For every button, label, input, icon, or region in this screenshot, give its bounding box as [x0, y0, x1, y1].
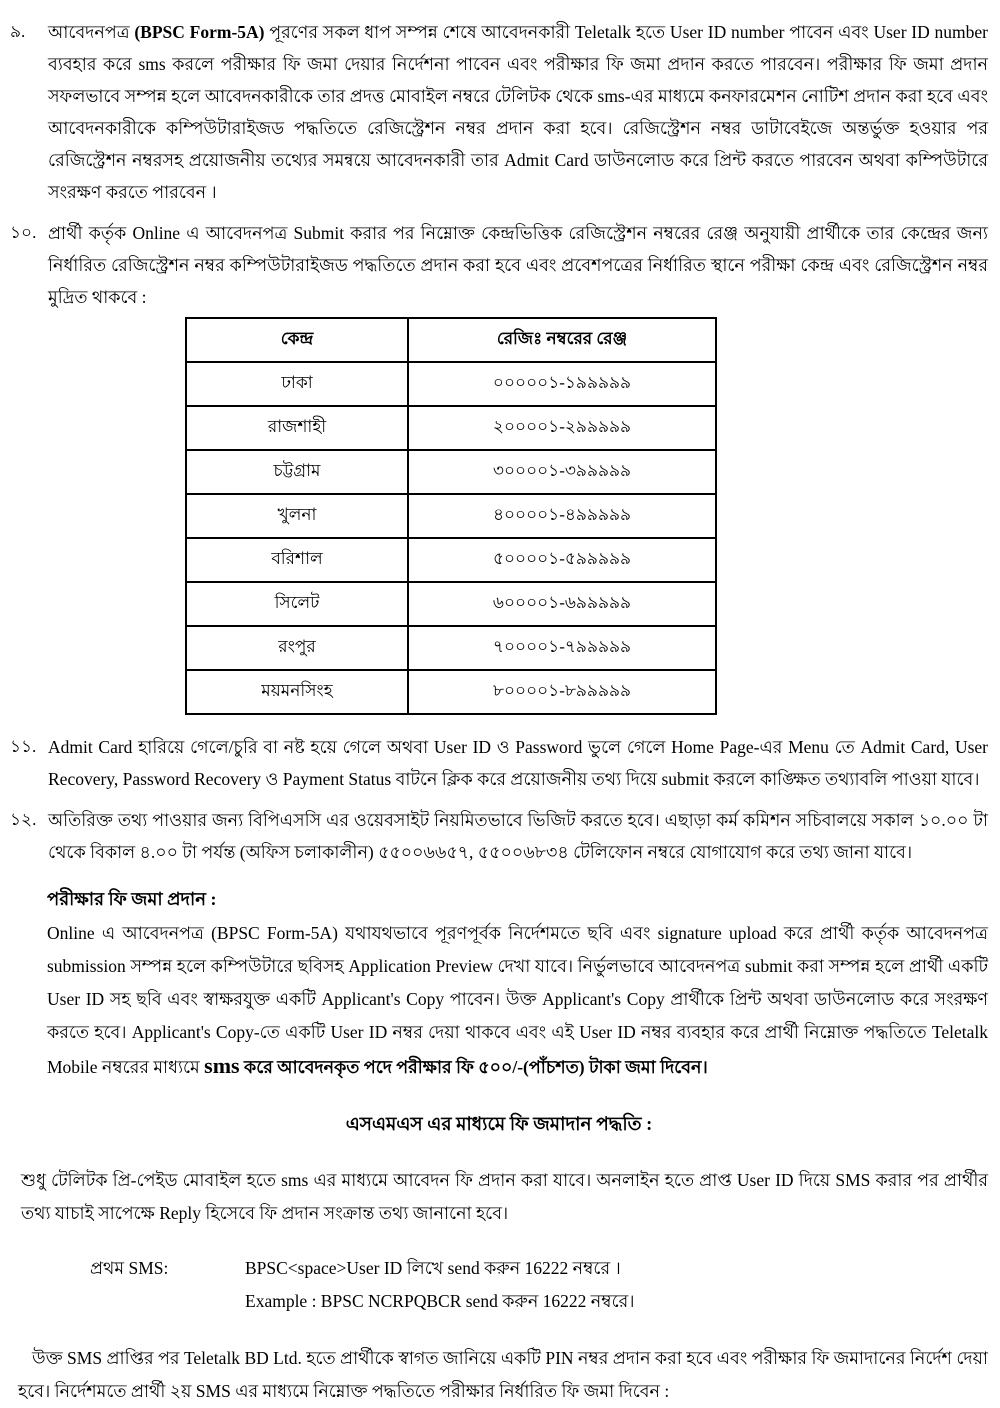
table-cell-center: রংপুর: [186, 626, 408, 670]
first-sms-label: প্রথম SMS:: [90, 1258, 169, 1278]
table-header-row: [186, 318, 716, 362]
table-cell-range: ৭০০০০১-৭৯৯৯৯৯: [408, 626, 716, 670]
item-text: Admit Card হারিয়ে গেলে/চুরি বা নষ্ট হয়ে গেলে অথবা User ID ও Password ভুলে গেলে Home Page-এর Menu তে Admit Card, User Recovery, Password Recovery ও Payment Status বাটনে ক্লিক করে প্রয়োজনীয় তথ্য দিয়ে submit করলে কাঙ্ক্ষিত তথ্যাবলি পাওয়া যাবে।: [48, 737, 988, 789]
item-9-bold-form-name: (BPSC Form-5A): [134, 22, 265, 42]
item-text: [48, 16, 988, 208]
table-cell-center: ঢাকা: [186, 362, 408, 406]
fee-section-heading: পরীক্ষার ফি জমা প্রদান :: [47, 889, 217, 909]
fee-body-text: Online এ আবেদনপত্র (BPSC Form-5A) যথাযথভাবে পূরণপূর্বক নির্দেশমতে ছবি এবং signature upload করে প্রার্থী কর্তৃক আবেদনপত্র submission সম্পন্ন হলে কম্পিউটারে ছবিসহ Application Preview দেখা যাবে। নির্ভুলভাবে আবেদনপত্র submit করা সম্পন্ন হলে প্রার্থী একটি User ID সহ ছবি এবং স্বাক্ষরযুক্ত একটি Applicant's Copy পাবেন। উক্ত Applicant's Copy প্রার্থীকে প্রিন্ট অথবা ডাউনলোড করে সংরক্ষণ করতে হবে। Applicant's Copy-তে একটি User ID নম্বর দেয়া থাকবে এবং এই User ID নম্বর ব্যবহার করে প্রার্থী নিম্নোক্ত পদ্ধতিতে Teletalk Mobile নম্বরের মাধ্যমে: [47, 923, 988, 1077]
first-sms-example-line: Example : BPSC NCRPQBCR send করুন 16222 নম্বরে।: [245, 1291, 635, 1311]
table-cell-range: ২০০০০১-২৯৯৯৯৯: [408, 406, 716, 450]
table-row: [186, 538, 716, 582]
table-cell-range: ৪০০০০১-৪৯৯৯৯৯: [408, 494, 716, 538]
item-number: ৯.: [10, 22, 26, 41]
closing-paragraph: উক্ত SMS প্রাপ্তির পর Teletalk BD Ltd. হতে প্রার্থীকে স্বাগত জানিয়ে একটি PIN নম্বর প্রদান করা হবে এবং পরীক্ষার ফি জমাদানের নির্দেশ দেয়া হবে। নির্দেশমতে প্রার্থী ২য় SMS এর মাধ্যমে নিম্নোক্ত পদ্ধতিতে পরীক্ষার নির্ধারিত ফি জমা দিবেন :: [18, 1348, 988, 1401]
table-cell-range: ৫০০০০১-৫৯৯৯৯৯: [408, 538, 716, 582]
fee-body-bold-amount: করে আবেদনকৃত পদে পরীক্ষার ফি ৫০০/-(পাঁচশত) টাকা জমা দিবেন।: [239, 1057, 708, 1077]
table-row: [186, 450, 716, 494]
first-sms-block: [90, 1252, 988, 1318]
table-cell-center: খুলনা: [186, 494, 408, 538]
item-9-pre: আবেদনপত্র: [48, 22, 135, 42]
table-cell-range: ৩০০০০১-৩৯৯৯৯৯: [408, 450, 716, 494]
item-number: ১২.: [10, 810, 37, 829]
table-row: [186, 406, 716, 450]
instruction-item-11: [10, 731, 988, 795]
item-text: প্রার্থী কর্তৃক Online এ আবেদনপত্র Submit করার পর নিম্নোক্ত কেন্দ্রভিত্তিক রেজিস্ট্রেশন নম্বরের রেঞ্জ অনুযায়ী প্রার্থীকে তার কেন্দ্রের জন্য নির্ধারিত রেজিস্ট্রেশন নম্বর কম্পিউটারাইজড পদ্ধতিতে প্রদান করা হবে এবং প্রবেশপত্রের নির্ধারিত স্থানে পরীক্ষা কেন্দ্র এবং রেজিস্ট্রেশন নম্বর মুদ্রিত থাকবে :: [48, 223, 988, 307]
table-cell-range: ৬০০০০১-৬৯৯৯৯৯: [408, 582, 716, 626]
table-row: [186, 494, 716, 538]
item-number: ১১.: [10, 737, 37, 756]
item-text: অতিরিক্ত তথ্য পাওয়ার জন্য বিপিএসসি এর ওয়েবসাইট নিয়মিতভাবে ভিজিট করতে হবে। এছাড়া কর্ম কমিশন সচিবালয়ে সকাল ১০.০০ টা থেকে বিকাল ৪.০০ টা পর্যন্ত (অফিস চলাকালীন) ৫৫০০৬৬৫৭, ৫৫০০৬৮৩৪ টেলিফোন নম্বরে যোগাযোগ করে তথ্য জানা যাবে।: [48, 810, 988, 862]
table-cell-center: ময়মনসিংহ: [186, 670, 408, 714]
fee-body-sms-keyword: sms: [204, 1053, 240, 1078]
sms-intro-paragraph: শুধু টেলিটক প্রি-পেইড মোবাইল হতে sms এর মাধ্যমে আবেদন ফি প্রদান করা যাবে। অনলাইন হতে প্রাপ্ত User ID দিয়ে SMS করার পর প্রার্থীর তথ্য যাচাই সাপেক্ষে Reply হিসেবে ফি প্রদান সংক্রান্ত তথ্য জানানো হবে।: [21, 1170, 988, 1223]
column-header-center: কেন্দ্র: [186, 318, 408, 362]
item-9-post: পূরণের সকল ধাপ সম্পন্ন শেষে আবেদনকারী Teletalk হতে User ID number পাবেন এবং User ID number ব্যবহার করে sms করলে পরীক্ষার ফি জমা দেয়ার নির্দেশনা পাবেন এবং পরীক্ষার ফি জমা প্রদান করতে পারবেন। পরীক্ষার ফি জমা প্রদান সফলভাবে সম্পন্ন হলে আবেদনকারীকে তার প্রদত্ত মোবাইল নম্বরে টেলিটক থেকে sms-এর মাধ্যমে কনফারমেশন নোটিশ প্রদান করা হবে এবং আবেদনকারীকে কম্পিউটারাইজড পদ্ধতিতে রেজিস্ট্রেশন নম্বর প্রদান করা হবে। রেজিস্ট্রেশন নম্বর ডাটাবেইজে অন্তর্ভুক্ত হওয়ার পর রেজিস্ট্রেশন নম্বরসহ প্রয়োজনীয় তথ্যের সমন্বয়ে আবেদনকারী তার Admit Card ডাউনলোড করে প্রিন্ট করতে পারবেন অথবা কম্পিউটারে সংরক্ষণ করতে পারবেন ।: [48, 22, 988, 202]
table-cell-center: রাজশাহী: [186, 406, 408, 450]
instruction-item-9: [10, 16, 988, 208]
instruction-item-10: [10, 217, 988, 313]
table-cell-center: বরিশাল: [186, 538, 408, 582]
table-row: [186, 670, 716, 714]
sms-section-heading: এসএমএস এর মাধ্যমে ফি জমাদান পদ্ধতি :: [345, 1115, 653, 1135]
table-row: [186, 362, 716, 406]
column-header-range: রেজিঃ নম্বরের রেঞ্জ: [408, 318, 716, 362]
registration-range-table: [185, 317, 717, 715]
first-sms-lines: [245, 1252, 988, 1318]
table-cell-center: চট্টগ্রাম: [186, 450, 408, 494]
fee-section-body: [47, 917, 988, 1084]
table-cell-range: ৮০০০০১-৮৯৯৯৯৯: [408, 670, 716, 714]
table-row: [186, 626, 716, 670]
registration-range-table-wrap: [185, 317, 988, 715]
table-cell-center: সিলেট: [186, 582, 408, 626]
first-sms-format-line: BPSC<space>User ID লিখে send করুন 16222 নম্বরে ।: [245, 1258, 621, 1278]
instruction-item-12: [10, 804, 988, 868]
table-cell-range: ০০০০০১-১৯৯৯৯৯: [408, 362, 716, 406]
item-number: ১০.: [10, 223, 37, 242]
table-row: [186, 582, 716, 626]
